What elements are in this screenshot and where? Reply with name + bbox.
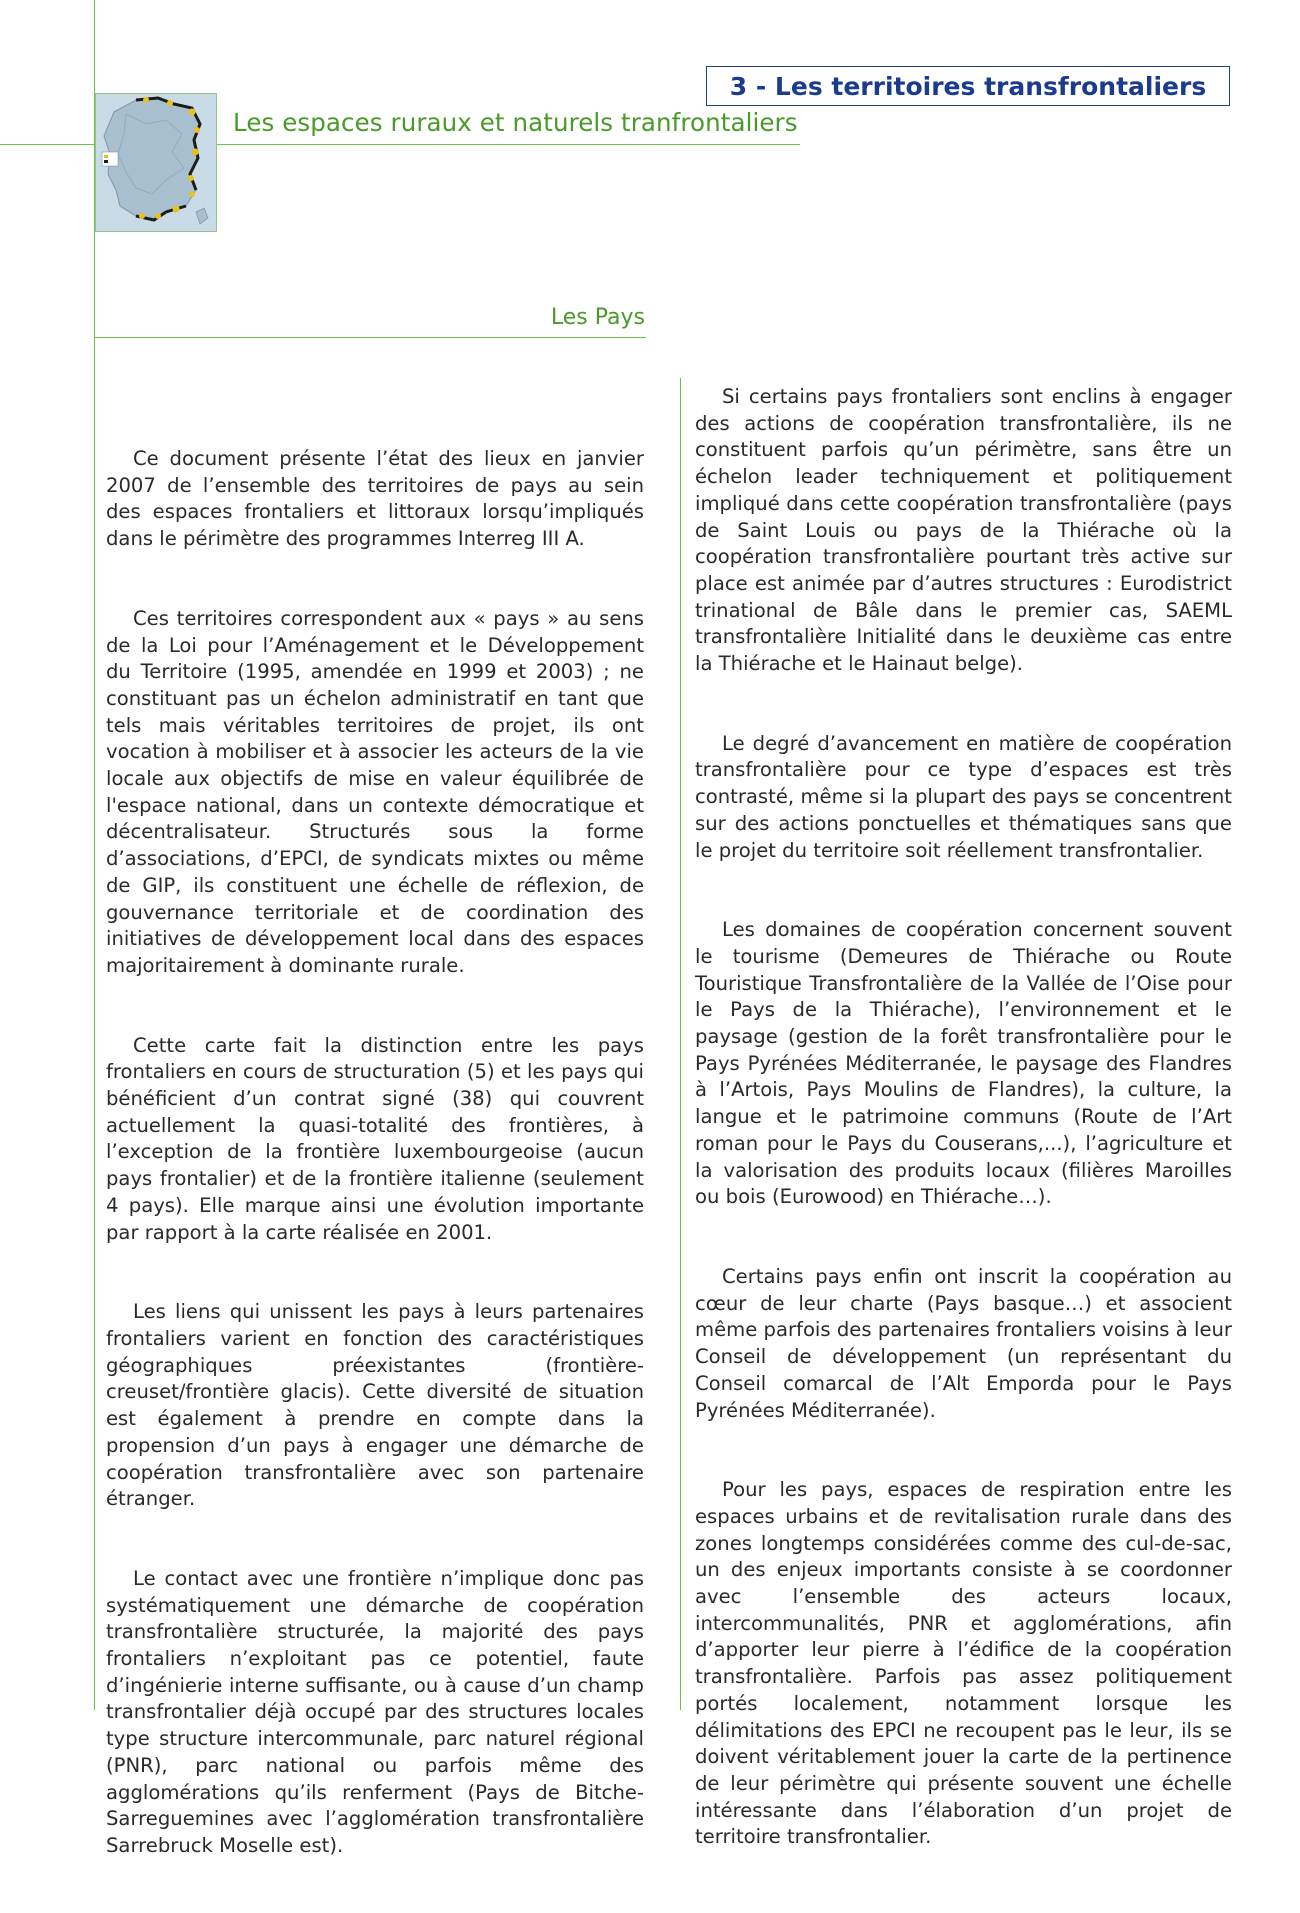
paragraph: Les domaines de coopération concernent souvent le tourisme (Demeures de Thiérache ou Route Touristique Transfrontalière de la Vallée de l’Oise pour le Pays de la Thiérache), l’environnement et le paysage (gestion de la forêt transfrontalière pour le Pays Pyrénées Méditerranée, le paysage des Flandres à l’Artois, Pays Moulins de Flandres), la culture, la langue et le patrimoine communs (Route de l’Art roman pour le Pays du Couserans,...), l’agriculture et la valorisation des produits locaux (filières Maroilles ou bois (Eurowood) en Thiérache…). [695, 918, 1232, 1209]
paragraph: Ces territoires correspondent aux « pays » au sens de la Loi pour l’Aménagement et le Développement du Territoire (1995, amendée en 1999 et 2003) ; ne constituant pas un échelon administratif en tant que tels mais véritables territoires de projet, ils ont vocation à mobiliser et à associer les acteurs de la vie locale aux objectifs de mise en valeur équilibrée de l'espace national, dans un contexte démocratique et décentralisateur. Structurés sous la forme d’associations, d’EPCI, de syndicats mixtes ou même de GIP, ils constituent une échelle de réflexion, de gouvernance territoriale et de coordination des initiatives de développement local dans des espaces majoritairement à dominante rurale. [106, 606, 644, 977]
section-rule [94, 337, 646, 338]
left-margin-rule [94, 0, 95, 1710]
section-title: Les Pays [550, 305, 645, 330]
right-column [695, 384, 1232, 1904]
paragraph: Si certains pays frontaliers sont enclins à engager des actions de coopération transfrontalière, ils ne constituent parfois qu’un périmètre, sans être un échelon leader techniquement et politiquement impliqué dans cette coopération transfrontalière (pays de Saint Louis ou pays de la Thiérache où la coopération transfrontalière pourtant très active sur place est animée par d’autres structures : Eurodistrict trinational de Bâle dans le premier cas, SAEML transfrontalière Initialité dans le deuxième cas entre la Thiérache et le Hainaut belge). [695, 385, 1232, 676]
paragraph: Certains pays enfin ont inscrit la coopération au cœur de leur charte (Pays basque…) et associent même parfois des partenaires frontaliers voisins à leur Conseil de développement (un représentant du Conseil comarcal de l’Alt Emporda pour le Pays Pyrénées Méditerranée). [695, 1264, 1232, 1422]
paragraph: Cette carte fait la distinction entre les pays frontaliers en cours de structuration (5) et les pays qui bénéficient d’un contrat signé (38) qui couvrent actuellement la quasi-totalité des frontières, à l’exception de la frontière luxembourgeoise (aucun pays frontalier) et de la frontière italienne (seulement 4 pays). Elle marque ainsi une évolution importante par rapport à la carte réalisée en 2001. [106, 1033, 644, 1244]
chapter-title: 3 - Les territoires transfrontaliers [729, 71, 1207, 101]
column-divider [680, 378, 681, 1710]
left-column [106, 446, 644, 1913]
france-map-thumbnail-icon [95, 93, 217, 232]
paragraph: Pour les pays, espaces de respiration entre les espaces urbains et de revitalisation rurale dans des zones longtemps considérées comme des cul-de-sac, un des enjeux importants consiste à se coordonner avec l’ensemble des acteurs locaux, intercommunalités, PNR et agglomérations, afin d’apporter leur pierre à l’édifice de la coopération transfrontalière. Parfois pas assez politiquement portés localement, notamment lorsque les délimitations des EPCI ne recoupent pas le leur, ils se doivent véritablement jouer la carte de la pertinence de leur périmètre qui présente souvent une échelle intéressante dans l’élaboration d’un projet de territoire transfrontalier. [695, 1478, 1232, 1849]
paragraph: Le degré d’avancement en matière de coopération transfrontalière pour ce type d’espaces est très contrasté, même si la plupart des pays se concentrent sur des actions ponctuelles et thématiques sans que le projet du territoire soit réellement transfrontalier. [695, 731, 1232, 862]
paragraph: Les liens qui unissent les pays à leurs partenaires frontaliers varient en fonction des caractéristiques géographiques préexistantes (frontière-creuset/frontière glacis). Cette diversité de situation est également à prendre en compte dans la propension d’un pays à engager une démarche de coopération transfrontalière avec son partenaire étranger. [106, 1300, 644, 1511]
page-subtitle: Les espaces ruraux et naturels tranfrontaliers [233, 108, 798, 137]
chapter-title-box [706, 66, 1230, 106]
paragraph: Le contact avec une frontière n’implique donc pas systématiquement une démarche de coopération transfrontalière structurée, la majorité des pays frontaliers n’exploitant pas ce potentiel, faute d’ingénierie interne suffisante, ou à cause d’un champ transfrontalier déjà occupé par des structures locales type structure intercommunale, parc naturel régional (PNR), parc national ou parfois même des agglomérations qu’ils renferment (Pays de Bitche-Sarreguemines avec l’agglomération transfrontalière Sarrebruck Moselle est). [106, 1566, 644, 1857]
paragraph: Ce document présente l’état des lieux en janvier 2007 de l’ensemble des territoires de pays au sein des espaces frontaliers et littoraux lorsqu’impliqués dans le périmètre des programmes Interreg III A. [106, 447, 644, 551]
